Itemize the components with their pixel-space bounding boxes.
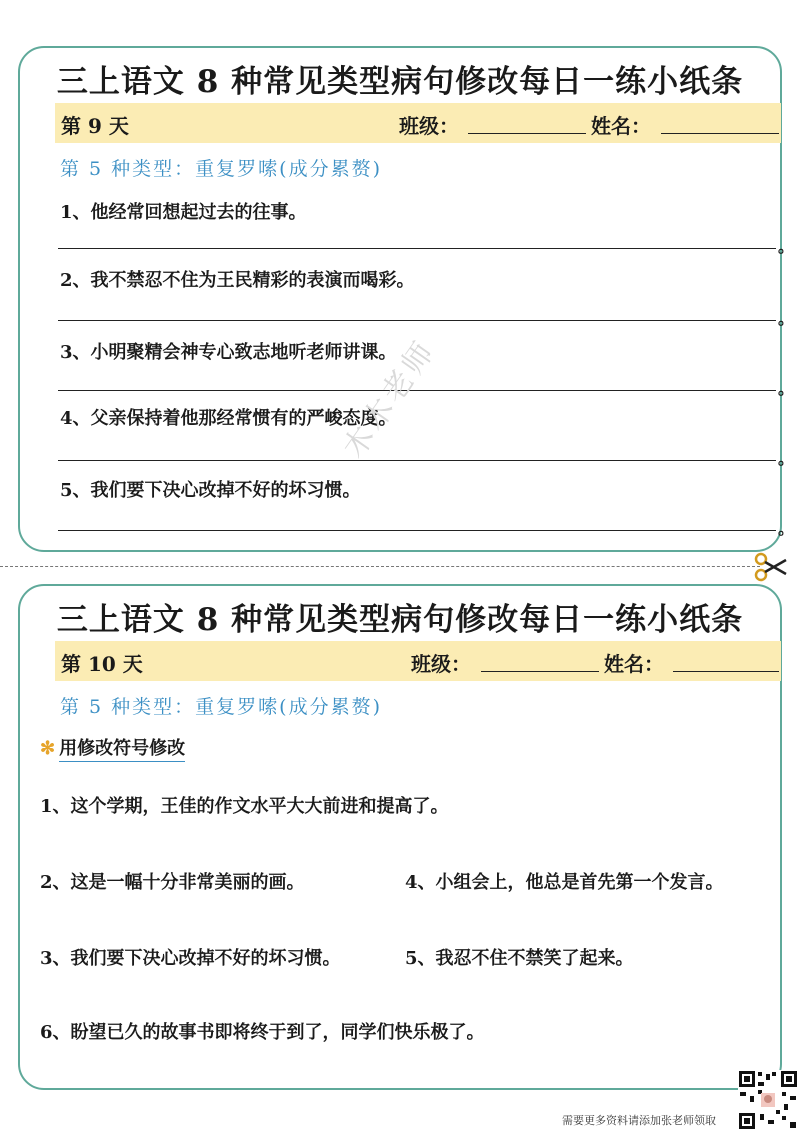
- instruction: [40, 734, 185, 760]
- day-label: 第 10 天: [61, 652, 143, 676]
- worksheet-card-day9: [18, 46, 795, 552]
- instruction-text: 用修改符号修改: [59, 738, 185, 762]
- name-label: 姓名：: [604, 652, 664, 676]
- type-heading: 第 5 种类型：重复罗嗦(成分累赘): [60, 696, 382, 718]
- question-item: 3、小明聚精会神专心致志地听老师讲课。: [60, 342, 397, 363]
- question-item: 6、盼望已久的故事书即将终于到了，同学们快乐极了。: [40, 1022, 485, 1043]
- period-mark: 。: [778, 449, 795, 468]
- question-item: 5、我忍不住不禁笑了起来。: [405, 948, 634, 969]
- answer-line[interactable]: [58, 320, 776, 321]
- period-mark: 。: [778, 237, 795, 256]
- class-label: 班级：: [399, 114, 459, 138]
- type-heading: 第 5 种类型：重复罗嗦(成分累赘): [60, 158, 382, 180]
- day-label: 第 9 天: [61, 114, 129, 138]
- name-field[interactable]: [673, 671, 779, 672]
- question-item: 2、这是一幅十分非常美丽的画。: [40, 872, 305, 893]
- watermark: 木木老师: [336, 333, 444, 465]
- name-field[interactable]: [661, 133, 779, 134]
- cut-line: [0, 566, 760, 567]
- star-icon: ✻: [40, 738, 56, 759]
- card-title: 三上语文 8 种常见类型病句修改每日一练小纸条: [56, 602, 744, 638]
- period-mark: 。: [778, 309, 795, 328]
- period-mark: 。: [778, 379, 795, 398]
- footer-note: 需要更多资料请添加张老师领取: [562, 1114, 716, 1127]
- qr-code-icon[interactable]: [738, 1070, 798, 1130]
- question-item: 4、小组会上，他总是首先第一个发言。: [405, 872, 724, 893]
- question-item: 1、他经常回想起过去的往事。: [60, 202, 307, 223]
- scissors-icon: [754, 552, 788, 582]
- question-item: 4、父亲保持着他那经常惯有的严峻态度。: [60, 408, 397, 429]
- class-label: 班级：: [411, 652, 471, 676]
- name-label: 姓名：: [591, 114, 651, 138]
- class-field[interactable]: [468, 133, 586, 134]
- question-item: 2、我不禁忍不住为王民精彩的表演而喝彩。: [60, 270, 415, 291]
- answer-line[interactable]: [58, 248, 776, 249]
- worksheet-card-day10: [18, 584, 782, 1090]
- answer-line[interactable]: [58, 530, 776, 531]
- header-bar: [55, 103, 781, 143]
- card-title: 三上语文 8 种常见类型病句修改每日一练小纸条: [56, 64, 744, 100]
- class-field[interactable]: [481, 671, 599, 672]
- period-mark: 。: [778, 519, 795, 538]
- answer-line[interactable]: [58, 460, 776, 461]
- question-item: 5、我们要下决心改掉不好的坏习惯。: [60, 480, 361, 501]
- header-bar: [55, 641, 781, 681]
- question-item: 1、这个学期，王佳的作文水平大大前进和提高了。: [40, 796, 449, 817]
- question-item: 3、我们要下决心改掉不好的坏习惯。: [40, 948, 341, 969]
